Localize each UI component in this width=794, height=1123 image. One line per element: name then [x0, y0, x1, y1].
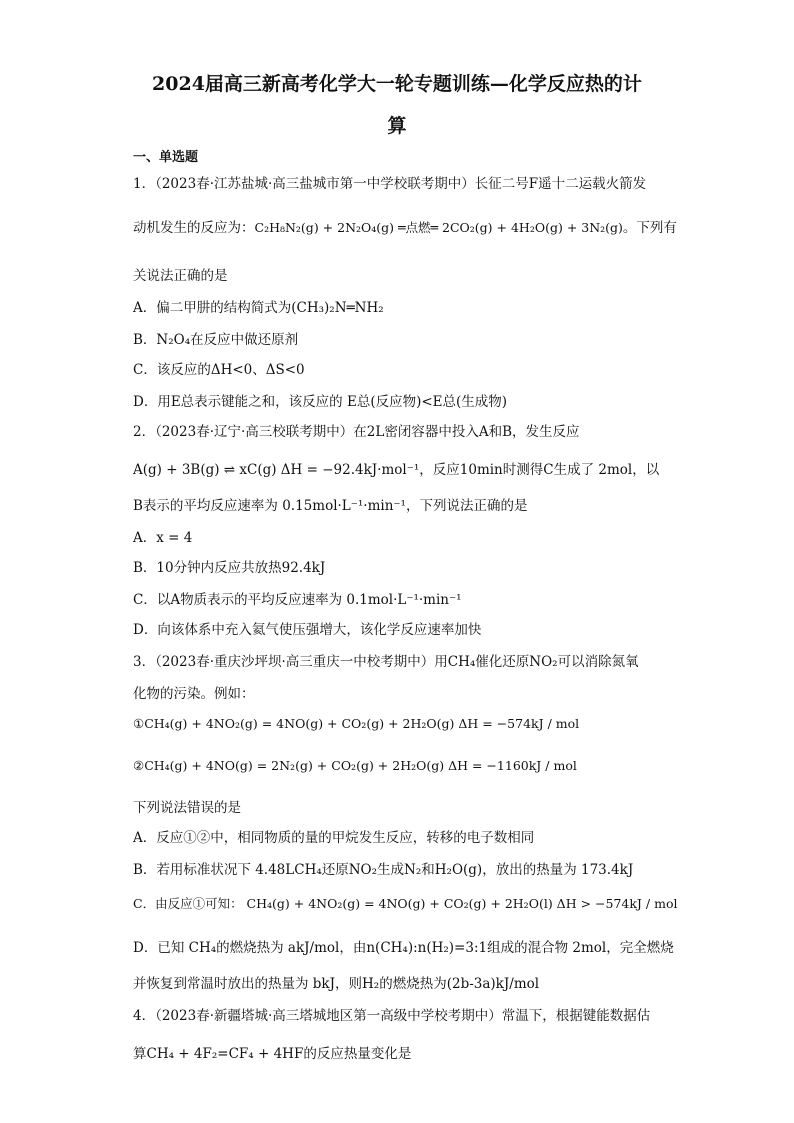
q2-option-b: B．10分钟内反应共放热92.4kJ [133, 560, 326, 576]
q3-ask: 下列说法错误的是 [133, 800, 241, 816]
q1-option-a: A．偏二甲肼的结构简式为(CH₃)₂N═NH₂ [133, 300, 384, 316]
q2-stem-line1: 2．（2023春·辽宁·高三校联考期中）在2L密闭容器中投入A和B，发生反应 [133, 424, 580, 440]
q1-stem-post: 。下列有 [622, 220, 677, 236]
section-heading: 一、单选题 [133, 150, 199, 165]
q3-option-a: A．反应①②中，相同物质的量的甲烷发生反应，转移的电子数相同 [133, 830, 535, 846]
q2-stem-line3: B表示的平均反应速率为 0.15mol·L⁻¹·min⁻¹，下列说法正确的是 [133, 498, 528, 514]
q2-stem-line2: A(g) + 3B(g) ⇌ xC(g) ΔH = −92.4kJ·mol⁻¹，反应10min时测得C生成了 2mol，以 [133, 462, 660, 478]
q3-stem-line2: 化物的污染。例如： [133, 686, 255, 702]
q1-equation: C₂H₈N₂(g) + 2N₂O₄(g) ═点燃═ 2CO₂(g) + 4H₂O(g) + 3N₂(g) [254, 220, 623, 235]
q1-stem-line3: 关说法正确的是 [133, 268, 228, 284]
q3-stem-line1: 3．（2023春·重庆沙坪坝·高三重庆一中校考期中）用CH₄催化还原NO₂可以消除氮氧 [133, 654, 639, 670]
q3-option-b: B．若用标准状况下 4.48LCH₄还原NO₂生成N₂和H₂O(g)，放出的热量为 173.4kJ [133, 862, 634, 878]
q4-stem-line1: 4．（2023春·新疆塔城·高三塔城地区第一高级中学校考期中）常温下，根据键能数据估 [133, 1008, 651, 1024]
q4-stem-line2: 算CH₄ + 4F₂=CF₄ + 4HF的反应热量变化是 [133, 1046, 412, 1062]
doc-title-line2: 算 [387, 115, 407, 137]
q1-option-b: B．N₂O₄在反应中做还原剂 [133, 332, 299, 348]
q1-stem-line1: 1．（2023春·江苏盐城·高三盐城市第一中学校联考期中）长征二号F遥十二运载火箭发 [133, 176, 647, 192]
q1-option-c: C．该反应的ΔH<0、ΔS<0 [133, 362, 305, 378]
q1-stem-line2 [133, 216, 677, 236]
q3-option-c: C．由反应①可知： CH₄(g) + 4NO₂(g) = 4NO(g) + CO₂(g) + 2H₂O(l) ΔH > −574kJ / mol [133, 896, 678, 911]
q1-stem-pre: 动机发生的反应为： [133, 220, 255, 236]
doc-title-line1: 2024届高三新高考化学大一轮专题训练—化学反应热的计 [152, 73, 642, 95]
q2-option-a: A．x = 4 [133, 530, 193, 546]
q3-equation-2: ②CH₄(g) + 4NO(g) = 2N₂(g) + CO₂(g) + 2H₂O(g) ΔH = −1160kJ / mol [133, 758, 577, 773]
q2-option-c: C．以A物质表示的平均反应速率为 0.1mol·L⁻¹·min⁻¹ [133, 592, 462, 608]
q3-option-d-line1: D．已知 CH₄的燃烧热为 akJ/mol，由n(CH₄):n(H₂)=3:1组成的混合物 2mol，完全燃烧 [133, 940, 674, 956]
q3-equation-1: ①CH₄(g) + 4NO₂(g) = 4NO(g) + CO₂(g) + 2H₂O(g) ΔH = −574kJ / mol [133, 716, 580, 731]
q1-option-d: D．用E总表示键能之和，该反应的 E总(反应物)<E总(生成物) [133, 394, 508, 410]
q3-option-d-line2: 并恢复到常温时放出的热量为 bkJ，则H₂的燃烧热为(2b-3a)kJ/mol [133, 976, 540, 992]
q2-option-d: D．向该体系中充入氦气使压强增大，该化学反应速率加快 [133, 622, 482, 638]
